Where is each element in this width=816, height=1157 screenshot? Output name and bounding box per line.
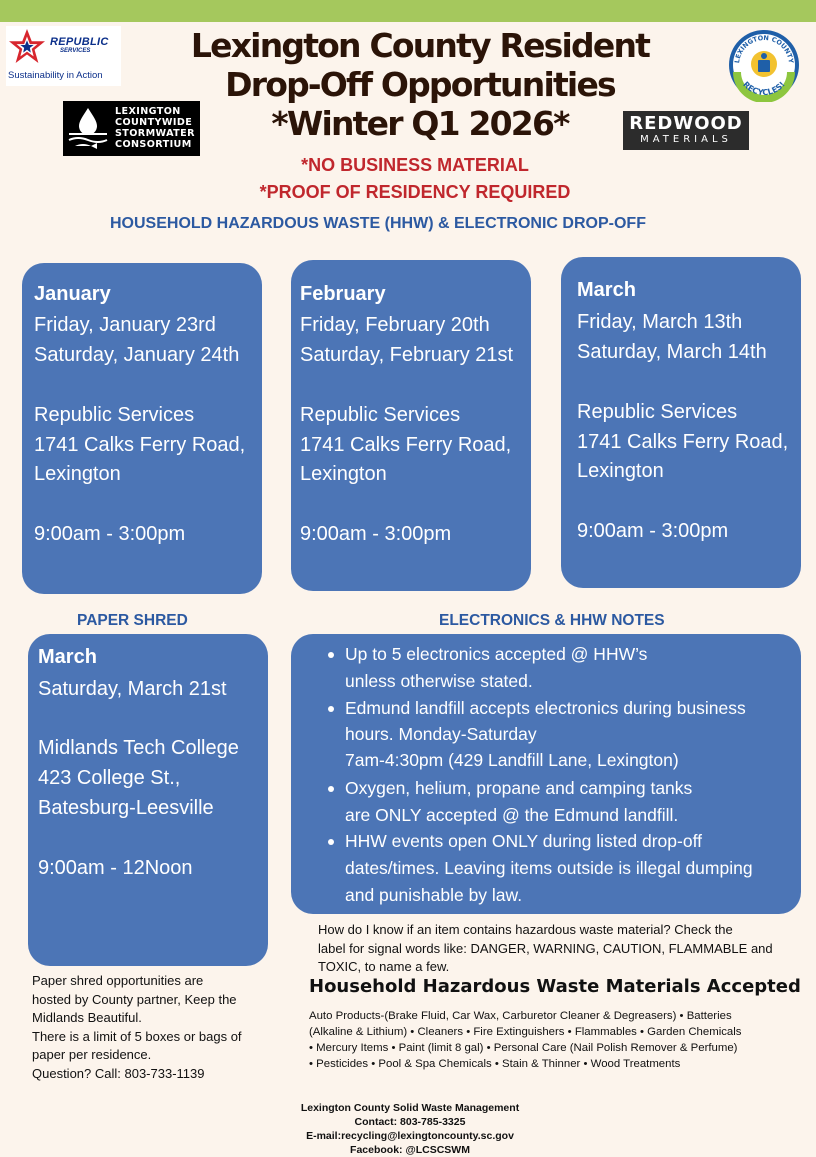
note-3-line-1: Oxygen, helium, propane and camping tanks	[345, 778, 693, 798]
water-drop-icon	[67, 106, 109, 151]
republic-tagline: Sustainability in Action	[8, 70, 103, 81]
shred-city: Batesburg-Leesville	[38, 797, 214, 819]
event-day-1: Friday, February 20th	[300, 314, 490, 336]
title-line-1: Lexington County Resident	[190, 26, 650, 65]
event-city: Lexington	[34, 463, 121, 485]
hhw-materials-line: Auto Products-(Brake Fluid, Car Wax, Carburetor Cleaner & Degreasers) • Batteries	[309, 1010, 732, 1022]
stormwater-line-3: STORMWATER	[115, 128, 195, 139]
event-hours: 9:00am - 3:00pm	[300, 523, 452, 545]
footer-facebook[interactable]: Facebook: @LCSCSWM	[350, 1144, 470, 1156]
stormwater-line-1: LEXINGTON	[115, 106, 181, 117]
shred-note-line: Midlands Beautiful.	[32, 1010, 142, 1025]
electronics-hhw-notes-card	[291, 634, 801, 914]
notes-heading: ELECTRONICS & HHW NOTES	[439, 612, 665, 629]
title-line-2: Drop-Off Opportunities	[225, 65, 615, 104]
hhw-materials-line: • Mercury Items • Paint (limit 8 gal) • Personal Care (Nail Polish Remover & Perfume)	[309, 1042, 738, 1054]
event-card-january	[22, 263, 262, 594]
republic-star-icon	[8, 28, 46, 64]
county-badge-bottom-text: RECYCLES!	[741, 79, 787, 98]
republic-name: REPUBLIC	[50, 36, 109, 48]
footer-contact	[280, 1101, 540, 1157]
proof-of-residency-notice: *PROOF OF RESIDENCY REQUIRED	[259, 182, 571, 202]
bullet-icon	[328, 652, 334, 658]
event-address: 1741 Calks Ferry Road,	[34, 434, 246, 456]
event-place: Republic Services	[34, 404, 195, 426]
hazard-info-text	[318, 921, 773, 977]
event-card-march	[561, 257, 801, 588]
redwood-sub: MATERIALS	[640, 134, 732, 145]
event-address: 1741 Calks Ferry Road,	[300, 434, 512, 456]
bullet-icon	[328, 839, 334, 845]
note-1-line-2: unless otherwise stated.	[345, 671, 533, 691]
stormwater-line-2: COUNTYWIDE	[115, 117, 193, 128]
event-month: January	[34, 283, 111, 305]
county-badge-top-text: LEXINGTON COUNTY	[733, 33, 795, 64]
note-3-line-2: are ONLY accepted @ the Edmund landfill.	[345, 805, 679, 825]
event-hours: 9:00am - 3:00pm	[34, 523, 186, 545]
shred-hours: 9:00am - 12Noon	[38, 857, 193, 879]
shred-month: March	[38, 646, 97, 668]
note-2-line-1: Edmund landfill accepts electronics during business	[345, 698, 746, 718]
hhw-materials-list	[309, 1008, 742, 1072]
hazard-info-line: How do I know if an item contains hazardous waste material? Check the	[318, 922, 733, 937]
republic-sub: SERVICES	[60, 48, 91, 54]
note-4-line-3: and punishable by law.	[345, 885, 523, 905]
event-address: 1741 Calks Ferry Road,	[577, 431, 789, 453]
note-1-line-1: Up to 5 electronics accepted @ HHW’s	[345, 644, 648, 664]
stormwater-line-4: CONSORTIUM	[115, 139, 192, 150]
paper-shred-card	[28, 634, 268, 966]
event-place: Republic Services	[300, 404, 461, 426]
redwood-materials-logo	[623, 111, 749, 150]
shred-note-line: paper per residence.	[32, 1047, 152, 1062]
note-2-line-3: 7am-4:30pm (429 Landfill Lane, Lexington)	[345, 750, 679, 770]
event-day-2: Saturday, March 14th	[577, 341, 767, 363]
footer-email[interactable]: E-mail:recycling@lexingtoncounty.sc.gov	[306, 1130, 514, 1142]
bullet-icon	[328, 786, 334, 792]
paper-shred-note	[32, 972, 242, 1083]
event-place: Republic Services	[577, 401, 738, 423]
redwood-name: REDWOOD	[629, 113, 743, 134]
note-4-line-1: HHW events open ONLY during listed drop-off	[345, 831, 702, 851]
republic-services-logo	[6, 26, 121, 86]
event-day-1: Friday, January 23rd	[34, 314, 216, 336]
shred-day: Saturday, March 21st	[38, 678, 227, 700]
stormwater-consortium-logo	[63, 101, 200, 156]
event-month: March	[577, 279, 636, 301]
event-day-2: Saturday, January 24th	[34, 344, 240, 366]
event-card-february	[291, 260, 531, 591]
shred-note-line: There is a limit of 5 boxes or bags of	[32, 1028, 242, 1044]
page-title	[160, 26, 680, 143]
footer-phone: Contact: 803-785-3325	[354, 1116, 466, 1128]
hhw-materials-title: Household Hazardous Waste Materials Accepted	[309, 976, 801, 997]
hhw-materials-line: • Pesticides • Pool & Spa Chemicals • Stain & Thinner • Wood Treatments	[309, 1058, 681, 1070]
top-accent-bar	[0, 0, 816, 22]
shred-address: 423 College St.,	[38, 767, 181, 789]
note-4-line-2: dates/times. Leaving items outside is illegal dumping	[345, 858, 753, 878]
shred-note-line: Paper shred opportunities are	[32, 973, 204, 988]
hhw-materials-line: (Alkaline & Lithium) • Cleaners • Fire Extinguishers • Flammables • Garden Chemicals	[309, 1026, 742, 1038]
event-city: Lexington	[577, 460, 664, 482]
section-heading: HOUSEHOLD HAZARDOUS WASTE (HHW) & ELECTRONIC DROP-OFF	[110, 215, 646, 232]
event-day-2: Saturday, February 21st	[300, 344, 514, 366]
event-day-1: Friday, March 13th	[577, 311, 743, 333]
note-2-line-2: hours. Monday-Saturday	[345, 724, 537, 744]
no-business-notice: *NO BUSINESS MATERIAL	[301, 155, 529, 175]
event-city: Lexington	[300, 463, 387, 485]
shred-place: Midlands Tech College	[38, 737, 239, 759]
bullet-icon	[328, 706, 334, 712]
hazard-info-line: label for signal words like: DANGER, WARNING, CAUTION, FLAMMABLE and	[318, 940, 773, 956]
hazard-info-line: TOXIC, to name a few.	[318, 959, 450, 974]
shred-note-line: hosted by County partner, Keep the	[32, 991, 237, 1007]
paper-shred-heading: PAPER SHRED	[77, 612, 188, 629]
lexington-county-recycles-logo	[727, 28, 801, 102]
event-hours: 9:00am - 3:00pm	[577, 520, 729, 542]
title-line-3: *Winter Q1 2026*	[271, 104, 569, 143]
event-month: February	[300, 283, 386, 305]
footer-org: Lexington County Solid Waste Management	[300, 1102, 520, 1114]
shred-note-line: Question? Call: 803-733-1139	[32, 1065, 205, 1081]
